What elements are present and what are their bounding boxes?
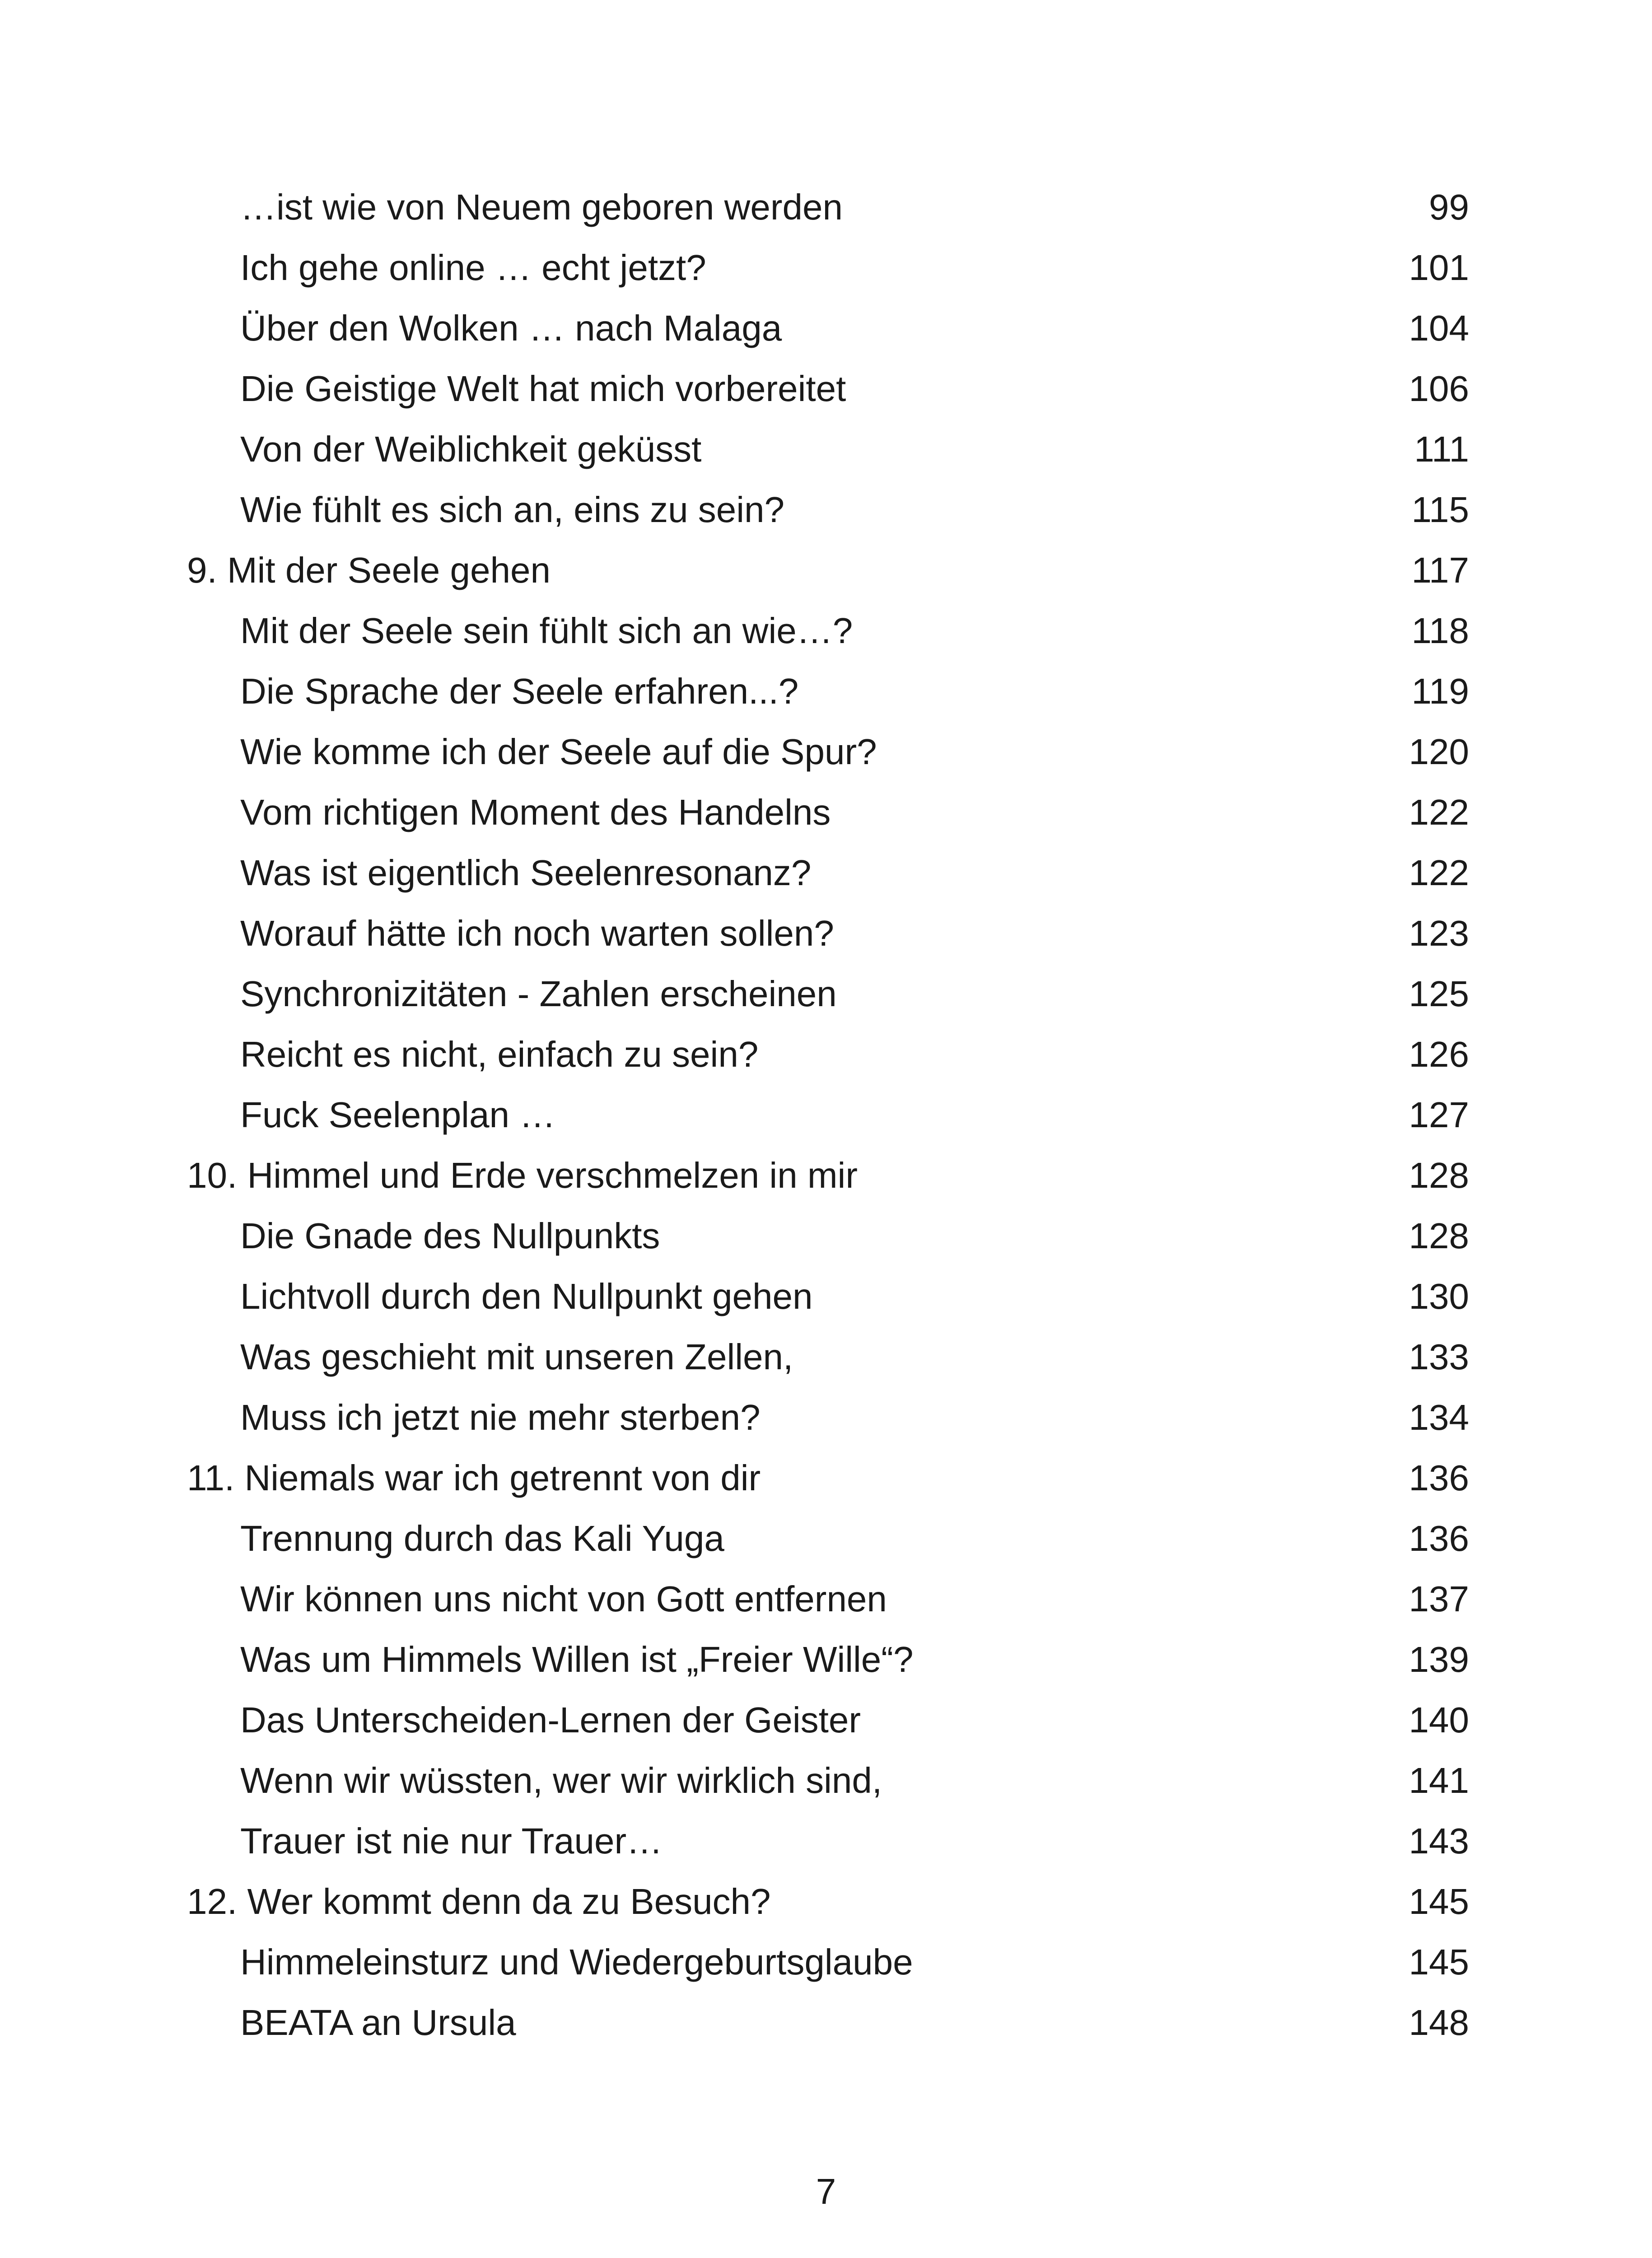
toc-entry [0, 1998, 1652, 2059]
entry-title: Lichtvoll durch den Nullpunkt gehen [240, 1276, 813, 1316]
toc-entry [0, 667, 1652, 728]
entry-title: Was um Himmels Willen ist „Freier Wille“? [240, 1639, 914, 1680]
entry-page: 130 [1409, 1276, 1469, 1316]
entry-title: 9. Mit der Seele gehen [187, 550, 551, 590]
entry-page: 137 [1409, 1579, 1469, 1619]
toc-entry [0, 728, 1652, 788]
toc-chapter-entry [0, 1151, 1652, 1212]
entry-title: 10. Himmel und Erde verschmelzen in mir [187, 1155, 858, 1195]
entry-page: 106 [1409, 369, 1469, 409]
entry-page: 134 [1409, 1397, 1469, 1437]
toc-entry [0, 1817, 1652, 1877]
entry-page: 143 [1409, 1821, 1469, 1861]
entry-page: 125 [1409, 974, 1469, 1014]
entry-title: Ich gehe online … echt jetzt? [240, 247, 706, 288]
entry-page: 128 [1409, 1216, 1469, 1256]
toc-entry [0, 243, 1652, 304]
toc-entry [0, 183, 1652, 243]
entry-title: Vom richtigen Moment des Handelns [240, 792, 831, 832]
entry-page: 122 [1409, 792, 1469, 832]
entry-title: 12. Wer kommt denn da zu Besuch? [187, 1881, 771, 1922]
entry-page: 145 [1409, 1942, 1469, 1982]
toc-entry [0, 364, 1652, 425]
entry-page: 119 [1411, 671, 1469, 711]
entry-title: Wie fühlt es sich an, eins zu sein? [240, 490, 785, 530]
toc-entry [0, 1756, 1652, 1817]
toc-entry [0, 485, 1652, 546]
entry-title: Trennung durch das Kali Yuga [240, 1518, 724, 1558]
entry-title: Himmeleinsturz und Wiedergeburtsglaube [240, 1942, 913, 1982]
entry-title: Was ist eigentlich Seelenresonanz? [240, 853, 812, 893]
toc-entry [0, 1091, 1652, 1151]
toc-entry [0, 1575, 1652, 1635]
toc-entry [0, 1272, 1652, 1333]
entry-title: Die Gnade des Nullpunkts [240, 1216, 660, 1256]
entry-page: 145 [1409, 1881, 1469, 1922]
entry-title: Trauer ist nie nur Trauer… [240, 1821, 663, 1861]
toc-entry [0, 606, 1652, 667]
entry-page: 141 [1409, 1760, 1469, 1801]
toc-entry [0, 970, 1652, 1030]
entry-page: 118 [1411, 611, 1469, 651]
toc-entry [0, 1635, 1652, 1696]
entry-page: 99 [1429, 187, 1469, 227]
entry-page: 133 [1409, 1337, 1469, 1377]
entry-page: 148 [1409, 2002, 1469, 2043]
entry-page: 128 [1409, 1155, 1469, 1195]
entry-page: 120 [1409, 732, 1469, 772]
entry-page: 104 [1409, 308, 1469, 348]
entry-title: Worauf hätte ich noch warten sollen? [240, 913, 834, 953]
entry-page: 111 [1414, 429, 1469, 469]
entry-title: Wir können uns nicht von Gott entfernen [240, 1579, 887, 1619]
entry-page: 122 [1409, 853, 1469, 893]
toc-chapter-entry [0, 1454, 1652, 1514]
entry-title: Die Sprache der Seele erfahren...? [240, 671, 799, 711]
toc-entry [0, 788, 1652, 849]
toc-entry [0, 1030, 1652, 1091]
toc-entry [0, 425, 1652, 485]
entry-title: Wenn wir wüssten, wer wir wirklich sind, [240, 1760, 882, 1801]
toc-entry [0, 1333, 1652, 1393]
entry-page: 136 [1409, 1518, 1469, 1558]
toc-entry [0, 304, 1652, 364]
entry-title: Wie komme ich der Seele auf die Spur? [240, 732, 877, 772]
toc-chapter-entry [0, 1877, 1652, 1938]
toc-entry [0, 909, 1652, 970]
toc-entry [0, 1393, 1652, 1454]
entry-page: 127 [1409, 1095, 1469, 1135]
toc-entry [0, 1212, 1652, 1272]
entry-title: Die Geistige Welt hat mich vorbereitet [240, 369, 846, 409]
entry-title: 11. Niemals war ich getrennt von dir [187, 1458, 761, 1498]
entry-page: 123 [1409, 913, 1469, 953]
entry-page: 117 [1411, 550, 1469, 590]
entry-title: Mit der Seele sein fühlt sich an wie…? [240, 611, 853, 651]
entry-title: Synchronizitäten - Zahlen erscheinen [240, 974, 837, 1014]
entry-title: Fuck Seelenplan … [240, 1095, 556, 1135]
entry-title: BEATA an Ursula [240, 2002, 516, 2043]
entry-page: 139 [1409, 1639, 1469, 1680]
toc-entry [0, 849, 1652, 909]
entry-title: …ist wie von Neuem geboren werden [240, 187, 843, 227]
entry-page: 136 [1409, 1458, 1469, 1498]
entry-title: Von der Weiblichkeit geküsst [240, 429, 702, 469]
entry-page: 126 [1409, 1034, 1469, 1074]
entry-page: 101 [1409, 247, 1469, 288]
entry-title: Das Unterscheiden-Lernen der Geister [240, 1700, 861, 1740]
entry-title: Was geschieht mit unseren Zellen, [240, 1337, 793, 1377]
entry-title: Reicht es nicht, einfach zu sein? [240, 1034, 759, 1074]
page-number: 7 [816, 2171, 836, 2211]
toc-entry [0, 1938, 1652, 1998]
entry-title: Muss ich jetzt nie mehr sterben? [240, 1397, 761, 1437]
toc-chapter-entry [0, 546, 1652, 606]
toc-entry [0, 1696, 1652, 1756]
entry-page: 115 [1411, 490, 1469, 530]
entry-page: 140 [1409, 1700, 1469, 1740]
entry-title: Über den Wolken … nach Malaga [240, 308, 782, 348]
toc-entry [0, 1514, 1652, 1575]
